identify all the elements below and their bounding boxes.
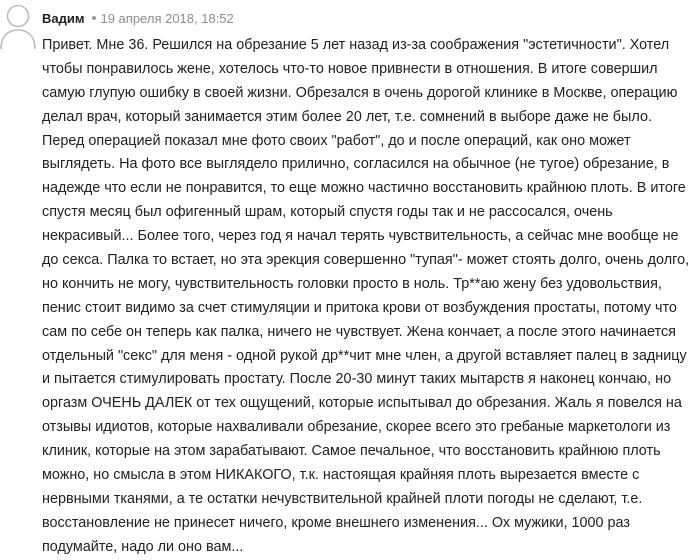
comment-line: клиник, которые на этом зарабатывают. Самое печальное, что восстановить крайнюю плоть xyxy=(42,443,661,460)
comment-line: но кончить не могу, чувствительность головки просто в ноль. Тр**аю жену без удовольствия, xyxy=(42,275,662,292)
dot-icon xyxy=(92,16,96,20)
comment-line: самую глупую ошибку в своей жизни. Обрезался в очень дорогой клинике в Москве, операцию xyxy=(42,84,678,101)
comment-line: можно, но смысла в этом НИКАКОГО, т.к. настоящая крайняя плоть вырезается вместе с xyxy=(42,467,640,484)
comment-line: подумайте, надо ли оно вам... xyxy=(42,538,244,555)
comment-line: нервными тканями, а те остатки нечувствительной крайней плоти погоды не сделают, т.е. xyxy=(42,490,643,507)
comment-line: восстановление не принесет ничего, кроме внешнего изменения... Ох мужики, 1000 раз xyxy=(42,514,630,531)
comment-line: чтобы понравилось жене, хотелось что-то новое привнести в отношения. В итоге совершил xyxy=(42,60,658,77)
comment-line: делал врач, который занимается этим более 20 лет, т.е. сомнений в выборе даже не было. xyxy=(42,108,652,125)
comment-line: выглядеть. На фото все выглядело прилично, согласился на обычное (не тугое) обрезание, в xyxy=(42,156,670,173)
comment-line: некрасивый... Более того, через год я начал терять чувствительность, а сейчас мне вообще не xyxy=(42,228,679,245)
comment-author[interactable]: Вадим xyxy=(42,10,85,26)
comment-line: надежде что если не понравится, то еще можно частично восстановить крайнюю плоть. В итоге xyxy=(42,180,686,197)
user-avatar-icon[interactable] xyxy=(0,2,36,50)
comment-line: Перед операцией показал мне фото своих "работ", до и после операций, как оно может xyxy=(42,132,631,149)
comment-line: отдельный "секс" для меня - одной рукой др**чит мне член, а другой вставляет палец в задницу xyxy=(42,347,687,364)
comment-line: до секса. Палка то встает, но эта эрекция совершенно "тупая"- может стоять долго, очень долго, xyxy=(42,252,690,269)
comment-line: пенис стоит видимо за счет стимуляции и притока крови от возбуждения простаты, потому что xyxy=(42,299,677,316)
comment-date: 19 апреля 2018, 18:52 xyxy=(100,10,234,26)
comment-line: Привет. Мне 36. Решился на обрезание 5 лет назад из-за соображения "эстетичности". Хотел xyxy=(42,37,670,53)
comment-line: оргазм ОЧЕНЬ ДАЛЕК от тех ощущений, которые испытывал до обрезания. Жаль я повелся на xyxy=(42,395,682,412)
comment-body xyxy=(42,34,700,560)
comment-line: и пытается стимулировать простату. После 20-30 минут таких мытарств я наконец кончаю, но xyxy=(42,371,672,388)
comment-line: сам по себе он теперь как палка, ничего не чувствует. Жена кончает, а после этого начинается xyxy=(42,323,676,340)
comment-line: отзывы идиотов, которые нахваливали обрезание, скорее всего это гребаные маркетологи из xyxy=(42,419,671,436)
comment-header xyxy=(42,9,234,27)
comment-line: спустя месяц был офигенный шрам, который спустя годы так и не рассосался, очень xyxy=(42,204,613,221)
